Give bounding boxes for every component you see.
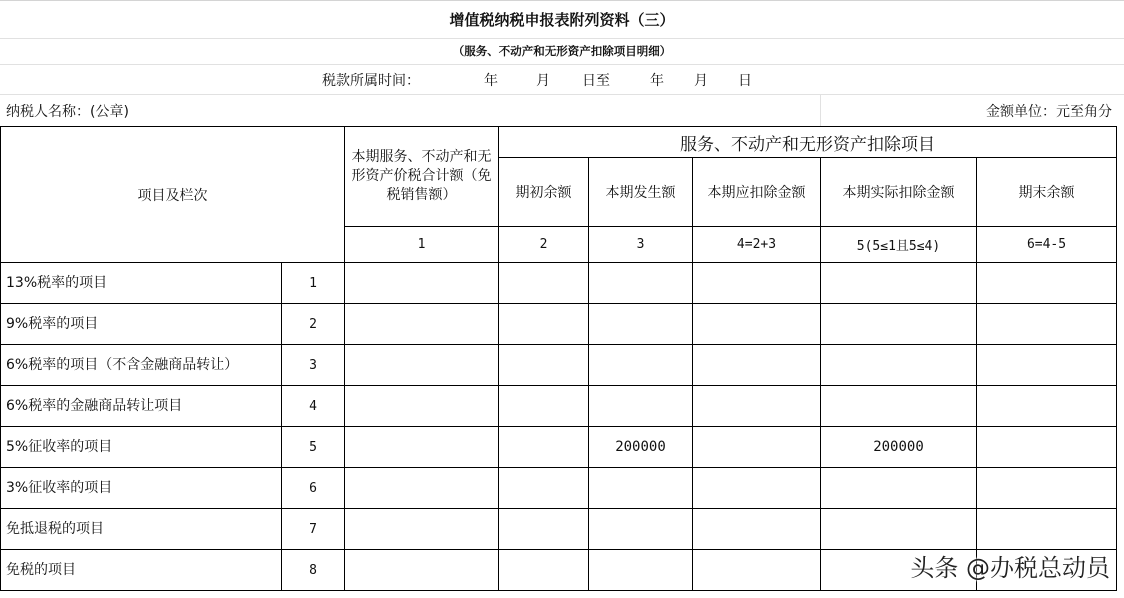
- cell-closing-balance[interactable]: [977, 345, 1117, 386]
- cell-opening-balance[interactable]: [499, 550, 589, 591]
- cell-opening-balance[interactable]: [499, 427, 589, 468]
- row-item-name: 9%税率的项目: [1, 304, 282, 345]
- tax-period-row: [0, 64, 1124, 95]
- row-number: 3: [282, 345, 345, 386]
- cell-actual-deduction[interactable]: [821, 345, 977, 386]
- cell-deductible-amount[interactable]: [693, 345, 821, 386]
- cell-actual-deduction[interactable]: [821, 468, 977, 509]
- period-start-day-to: 日至: [582, 73, 610, 89]
- form-subtitle: （服务、不动产和无形资产扣除项目明细）: [0, 38, 1124, 65]
- cell-actual-deduction[interactable]: [821, 509, 977, 550]
- cell-actual-deduction[interactable]: [821, 263, 977, 304]
- cell-opening-balance[interactable]: [499, 304, 589, 345]
- cell-deductible-amount[interactable]: [693, 386, 821, 427]
- row-item-name: 免抵退税的项目: [1, 509, 282, 550]
- period-end-year: 年: [650, 73, 664, 89]
- row-item-name: 6%税率的项目（不含金融商品转让）: [1, 345, 282, 386]
- cell-current-amount[interactable]: [589, 263, 693, 304]
- cell-actual-deduction[interactable]: 200000: [821, 427, 977, 468]
- cell-current-amount[interactable]: [589, 386, 693, 427]
- row-number: 5: [282, 427, 345, 468]
- cell-opening-balance[interactable]: [499, 263, 589, 304]
- column-number: 6=4-5: [977, 227, 1117, 263]
- row-number: 7: [282, 509, 345, 550]
- form-title: 增值税纳税申报表附列资料（三）: [0, 0, 1124, 39]
- cell-closing-balance[interactable]: [977, 304, 1117, 345]
- cell-current-amount[interactable]: [589, 345, 693, 386]
- row-item-name: 13%税率的项目: [1, 263, 282, 304]
- row-number: 1: [282, 263, 345, 304]
- table-row: [1, 263, 1117, 304]
- header-price-total-column: 本期服务、不动产和无形资产价税合计额（免税销售额）: [345, 127, 499, 227]
- table-row: [1, 509, 1117, 550]
- table-row: [1, 427, 1117, 468]
- tax-period-label: 税款所属时间：: [322, 73, 420, 89]
- cell-price-total[interactable]: [345, 386, 499, 427]
- cell-closing-balance[interactable]: [977, 427, 1117, 468]
- header-deductible-amount: 本期应扣除金额: [693, 158, 821, 227]
- cell-closing-balance[interactable]: [977, 386, 1117, 427]
- row-item-name: 6%税率的金融商品转让项目: [1, 386, 282, 427]
- cell-closing-balance[interactable]: [977, 263, 1117, 304]
- watermark-text: 头条 @办税总动员: [910, 554, 1110, 582]
- cell-price-total[interactable]: [345, 427, 499, 468]
- row-item-name: 免税的项目: [1, 550, 282, 591]
- cell-price-total[interactable]: [345, 468, 499, 509]
- table-row: [1, 386, 1117, 427]
- cell-opening-balance[interactable]: [499, 509, 589, 550]
- row-number: 6: [282, 468, 345, 509]
- period-start-month: 月: [536, 73, 550, 89]
- cell-price-total[interactable]: [345, 263, 499, 304]
- row-number: 8: [282, 550, 345, 591]
- column-number: 1: [345, 227, 499, 263]
- cell-deductible-amount[interactable]: [693, 304, 821, 345]
- column-number: 3: [589, 227, 693, 263]
- header-actual-deduction: 本期实际扣除金额: [821, 158, 977, 227]
- deduction-items-table: [0, 126, 1117, 591]
- row-item-name: 3%征收率的项目: [1, 468, 282, 509]
- cell-current-amount[interactable]: [589, 468, 693, 509]
- cell-deductible-amount[interactable]: [693, 468, 821, 509]
- cell-actual-deduction[interactable]: [821, 304, 977, 345]
- row-number: 4: [282, 386, 345, 427]
- period-end-month: 月: [694, 73, 708, 89]
- taxpayer-name-label: 纳税人名称：(公章): [6, 104, 129, 120]
- cell-deductible-amount[interactable]: [693, 550, 821, 591]
- cell-current-amount[interactable]: 200000: [589, 427, 693, 468]
- header-deduction-group: 服务、不动产和无形资产扣除项目: [499, 127, 1117, 158]
- column-number: 2: [499, 227, 589, 263]
- grid-line: [820, 94, 821, 126]
- taxpayer-row: [0, 94, 1124, 126]
- header-current-amount: 本期发生额: [589, 158, 693, 227]
- cell-current-amount[interactable]: [589, 509, 693, 550]
- cell-actual-deduction[interactable]: [821, 386, 977, 427]
- row-item-name: 5%征收率的项目: [1, 427, 282, 468]
- period-start-year: 年: [484, 73, 498, 89]
- header-item-column: 项目及栏次: [1, 127, 345, 263]
- cell-opening-balance[interactable]: [499, 386, 589, 427]
- period-end-day: 日: [738, 73, 752, 89]
- cell-price-total[interactable]: [345, 304, 499, 345]
- cell-price-total[interactable]: [345, 509, 499, 550]
- cell-deductible-amount[interactable]: [693, 427, 821, 468]
- column-number: 4=2+3: [693, 227, 821, 263]
- cell-deductible-amount[interactable]: [693, 263, 821, 304]
- table-row: [1, 345, 1117, 386]
- cell-deductible-amount[interactable]: [693, 509, 821, 550]
- table-row: [1, 468, 1117, 509]
- header-opening-balance: 期初余额: [499, 158, 589, 227]
- header-closing-balance: 期末余额: [977, 158, 1117, 227]
- table-row: [1, 304, 1117, 345]
- cell-current-amount[interactable]: [589, 304, 693, 345]
- cell-current-amount[interactable]: [589, 550, 693, 591]
- cell-opening-balance[interactable]: [499, 345, 589, 386]
- column-number: 5(5≤1且5≤4): [821, 227, 977, 263]
- cell-price-total[interactable]: [345, 345, 499, 386]
- row-number: 2: [282, 304, 345, 345]
- amount-unit-label: 金额单位：元至角分: [986, 104, 1112, 120]
- cell-opening-balance[interactable]: [499, 468, 589, 509]
- cell-price-total[interactable]: [345, 550, 499, 591]
- cell-closing-balance[interactable]: [977, 468, 1117, 509]
- cell-closing-balance[interactable]: [977, 509, 1117, 550]
